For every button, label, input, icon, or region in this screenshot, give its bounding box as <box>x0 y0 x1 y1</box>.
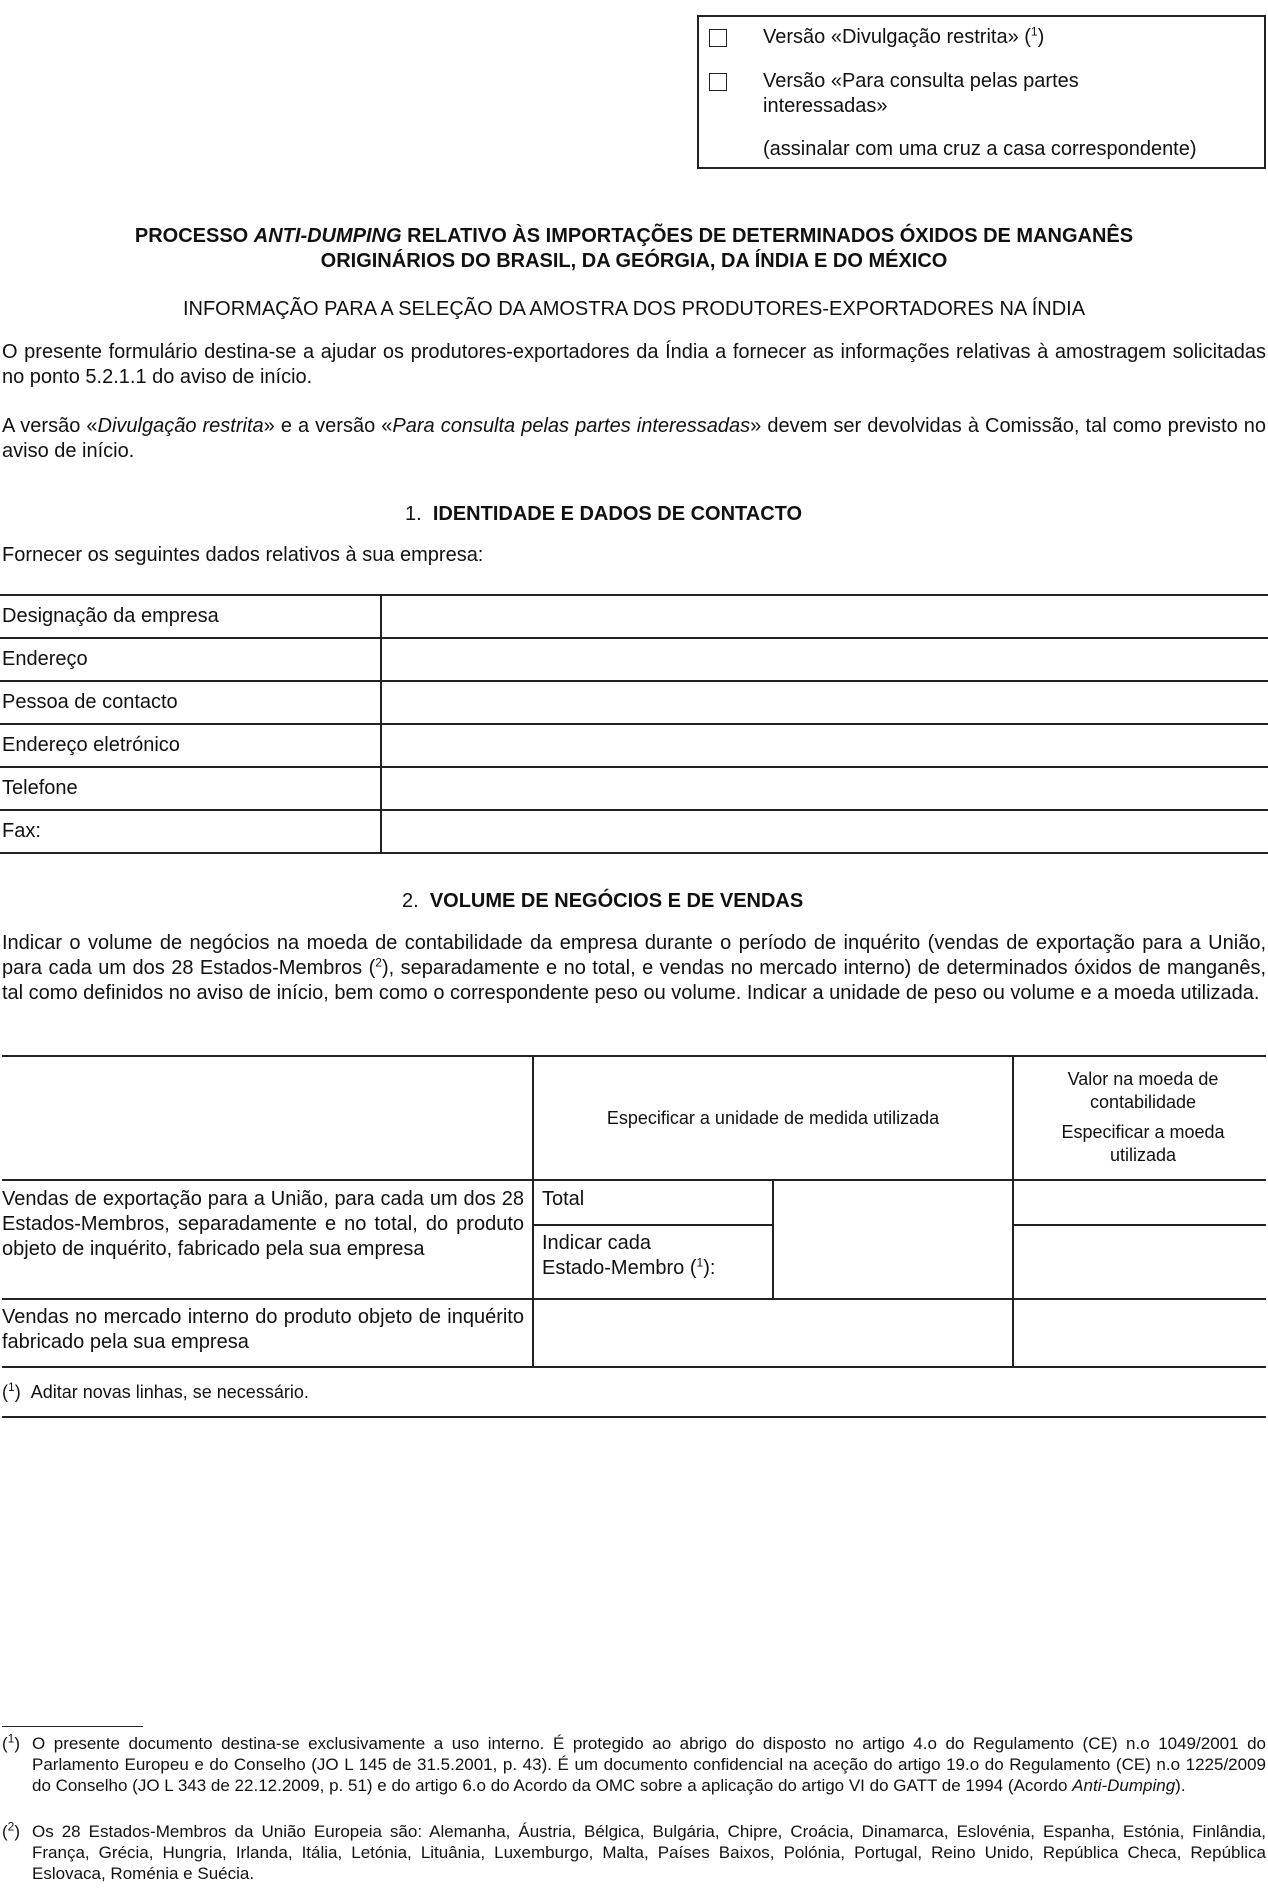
table-row <box>0 681 1268 724</box>
currency-header: Especificar a moeda utilizada <box>1061 1122 1225 1165</box>
version-instruction: (assinalar com uma cruz a casa correspondente) <box>763 138 1197 160</box>
section-1-lead: Fornecer os seguintes dados relativos à sua empresa: <box>2 544 484 566</box>
section-2-heading: 2. VOLUME DE NEGÓCIOS E DE VENDAS <box>402 890 804 912</box>
footnote-1: O presente documento destina-se exclusivamente a uso interno. É protegido ao abrigo do disposto no artigo 4.o do Regulamento (CE) n.o 1049/2001 do Parlamento Europeu e do Conselho (JO L 145 de 31.5.2001, p. 43). É um documento confidencial na aceção do artigo 19.o do Regulamento (CE) n.o 1225/2009 do Conselho (JO L 343 de 22.12.2009, p. 51) e do artigo 6.o do Acordo da OMC sobre a aplicação do artigo VI do GATT de 1994 (Acordo Anti-Dumping). <box>32 1734 1266 1795</box>
total-label: Total <box>542 1188 585 1210</box>
table-border <box>2 1055 1266 1057</box>
company-name-label: Designação da empresa <box>0 595 381 638</box>
table-note: ($^1$) Aditar novas linhas, se necessário. <box>2 1380 309 1402</box>
footnote-separator <box>2 1726 143 1727</box>
company-name-field[interactable] <box>381 595 1268 638</box>
fax-label: Fax: <box>0 810 381 853</box>
table-border <box>2 1366 1266 1368</box>
identity-table <box>0 594 1268 854</box>
table-border <box>1012 1056 1014 1366</box>
phone-field[interactable] <box>381 767 1268 810</box>
phone-label: Telefone <box>0 767 381 810</box>
table-border <box>2 1298 1266 1300</box>
table-border <box>532 1056 534 1366</box>
footnote-1-ref: ($^1$) <box>2 1731 21 1753</box>
value-header: Valor na moeda de contabilidade <box>1067 1069 1219 1112</box>
table-row <box>0 724 1268 767</box>
email-label: Endereço eletrónico <box>0 724 381 767</box>
contact-person-label: Pessoa de contacto <box>0 681 381 724</box>
table-border <box>772 1180 774 1298</box>
public-version-label: Versão «Para consulta pelas partes interessadas» <box>763 70 1079 117</box>
address-label: Endereço <box>0 638 381 681</box>
footnote-2-ref: ($^2$) <box>2 1819 21 1841</box>
export-sales-label: Vendas de exportação para a União, para cada um dos 28 Estados-Membros, separadamente e no total, do produto objeto de inquérito, fabricado pela sua empresa <box>2 1188 524 1260</box>
restricted-version-label: Versão «Divulgação restrita» ($^1$) <box>763 24 1045 48</box>
public-version-checkbox[interactable] <box>709 73 727 91</box>
each-member-state-label: Indicar cada Estado-Membro ($^1$): <box>542 1232 716 1279</box>
table-border <box>534 1224 772 1226</box>
section-1-heading: 1. IDENTIDADE E DADOS DE CONTACTO <box>405 503 803 525</box>
document-title: PROCESSO ANTI-DUMPING RELATIVO ÀS IMPORTAÇÕES DE DETERMINADOS ÓXIDOS DE MANGANÊS ORIGINÁRIOS DO BRASIL, DA GEÓRGIA, DA ÍNDIA E DO MÉXICO <box>134 225 1134 272</box>
table-border <box>2 1179 1266 1181</box>
table-border <box>1012 1224 1266 1226</box>
table-row <box>0 638 1268 681</box>
address-field[interactable] <box>381 638 1268 681</box>
domestic-sales-label: Vendas no mercado interno do produto objeto de inquérito fabricado pela sua empresa <box>2 1306 524 1353</box>
footnote-2: Os 28 Estados-Membros da União Europeia são: Alemanha, Áustria, Bélgica, Bulgária, Chipre, Croácia, Dinamarca, Eslovénia, Espanha, Estónia, Finlândia, França, Grécia, Hungria, Irlanda, Itália, Letónia, Lituânia, Luxemburgo, Malta, Países Baixos, Polónia, Portugal, Reino Unido, República Checa, República Eslovaca, Roménia e Suécia. <box>32 1822 1266 1883</box>
fax-field[interactable] <box>381 810 1268 853</box>
table-row <box>0 810 1268 853</box>
version-box <box>697 15 1266 169</box>
table-note-rule <box>2 1416 1266 1418</box>
email-field[interactable] <box>381 724 1268 767</box>
restricted-version-checkbox[interactable] <box>709 29 727 47</box>
unit-header: Especificar a unidade de medida utilizada <box>606 1108 940 1128</box>
intro-paragraph-2: A versão «Divulgação restrita» e a versão «Para consulta pelas partes interessadas» devem ser devolvidas à Comissão, tal como previsto no aviso de início. <box>2 415 1266 462</box>
section-2-text: Indicar o volume de negócios na moeda de contabilidade da empresa durante o período de inquérito (vendas de exportação para a União, para cada um dos 28 Estados-Membros ($^2$), separadamente e no total, e vendas no mercado interno) de determinados óxidos de manganês, tal como definidos no aviso de início, bem como o correspondente peso ou volume. Indicar a unidade de peso ou volume e a moeda utilizada. <box>2 932 1266 1004</box>
intro-paragraph-1: O presente formulário destina-se a ajudar os produtores-exportadores da Índia a fornecer as informações relativas à amostragem solicitadas no ponto 5.2.1.1 do aviso de início. <box>2 341 1266 388</box>
table-row <box>0 595 1268 638</box>
contact-person-field[interactable] <box>381 681 1268 724</box>
table-row <box>0 767 1268 810</box>
document-subtitle: INFORMAÇÃO PARA A SELEÇÃO DA AMOSTRA DOS PRODUTORES-EXPORTADORES NA ÍNDIA <box>182 298 1086 320</box>
